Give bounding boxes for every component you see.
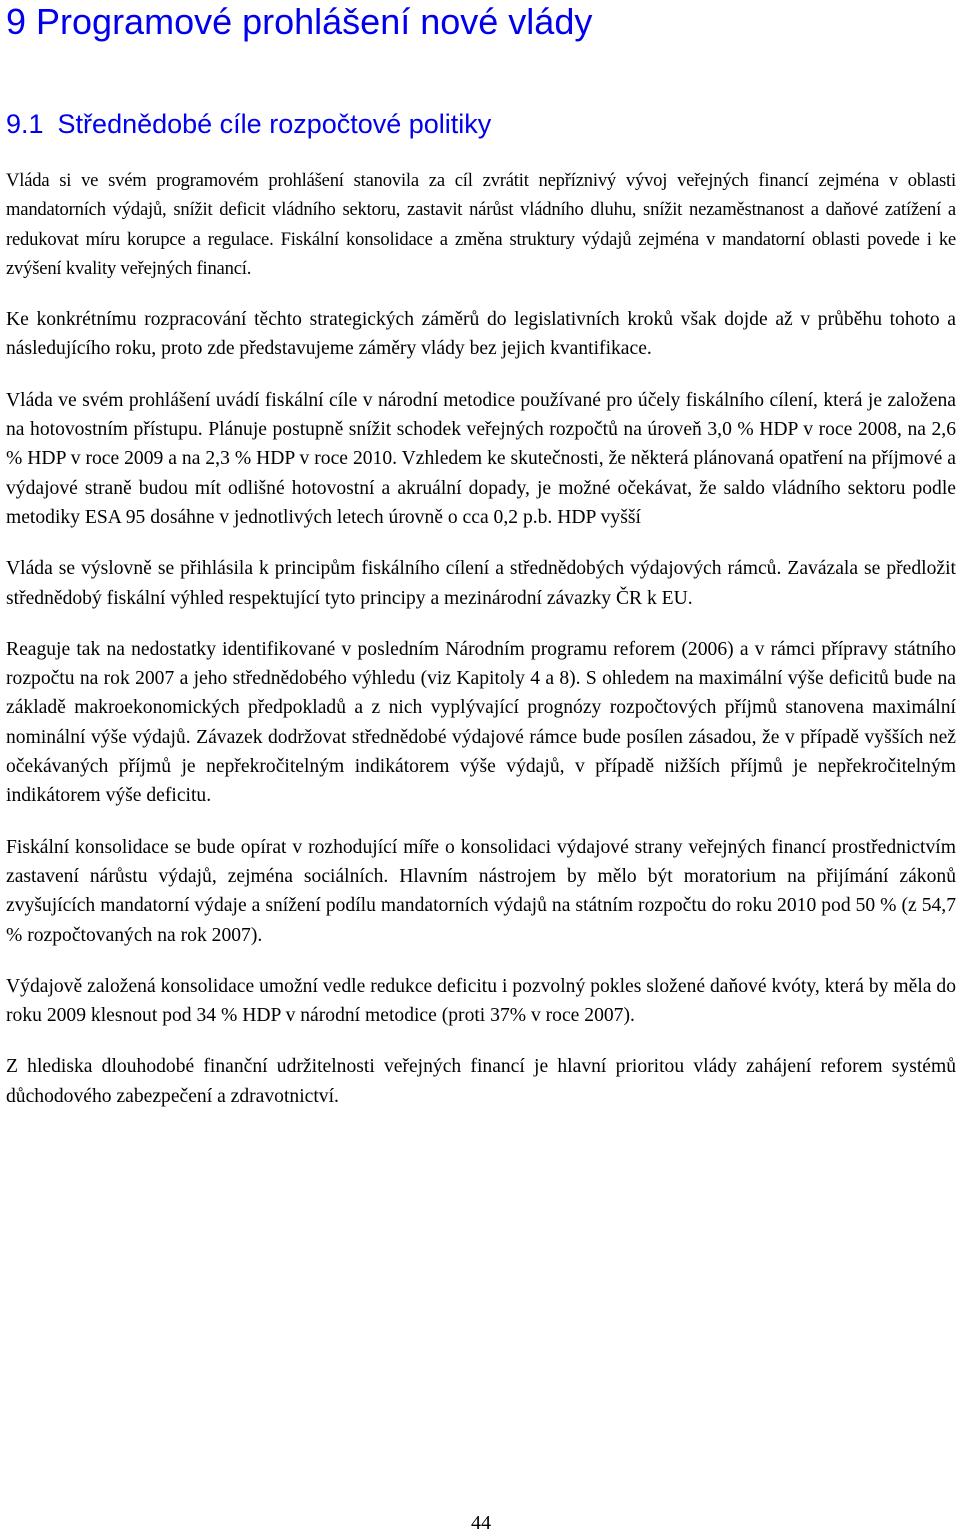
chapter-title: 9 Programové prohlášení nové vlády (6, 1, 593, 42)
paragraph-5: Reaguje tak na nedostatky identifikované v posledním Národním programu reforem (2006) a v rámci přípravy státního rozpočtu na rok 2007 a jeho střednědobého výhledu (viz Kapitoly 4 a 8). S ohledem na maximální výše deficitů bude na základě makroekonomických předpokladů a z nich vyplývající prognózy rozpočtových příjmů stanovena maximální nominální výše výdajů. Závazek dodržovat střednědobé výdajové rámce bude posílen zásadou, že v případě vyšších než očekávaných příjmů je nepřekročitelným indikátorem výše výdajů, v případě nižších příjmů je nepřekročitelným indikátorem výše deficitu. (6, 638, 956, 807)
body-text (6, 166, 956, 1133)
paragraph-3: Vláda ve svém prohlášení uvádí fiskální cíle v národní metodice používané pro účely fiskálního cílení, která je založena na hotovostním přístupu. Plánuje postupně snížit schodek veřejných rozpočtů na úroveň 3,0 % HDP v roce 2008, na 2,6 % HDP v roce 2009 a na 2,3 % HDP v roce 2010. Vzhledem ke skutečnosti, že některá plánovaná opatření na příjmové a výdajové straně budou mít odlišné hotovostní a akruální dopady, je možné očekávat, že saldo vládního sektoru podle metodiky ESA 95 dosáhne v jednotlivých letech úrovně o cca 0,2 p.b. HDP vyšší (6, 389, 956, 528)
paragraph-4: Vláda se výslovně se přihlásila k principům fiskálního cílení a střednědobých výdajových rámců. Zavázala se předložit střednědobý fiskální výhled respektující tyto principy a mezinárodní závazky ČR k EU. (6, 558, 956, 609)
paragraph-1: Vláda si ve svém programovém prohlášení stanovila za cíl zvrátit nepříznivý vývoj veřejných financí zejména v oblasti mandatorních výdajů, snížit deficit vládního sektoru, zastavit nárůst vládního dluhu, snížit nezaměstnanost a daňové zatížení a redukovat míru korupce a regulace. Fiskální konsolidace a změna struktury výdajů zejména v mandatorní oblasti povede i ke zvýšení kvality veřejných financí. (6, 170, 956, 279)
paragraph-6: Fiskální konsolidace se bude opírat v rozhodující míře o konsolidaci výdajové strany veřejných financí prostřednictvím zastavení nárůstu výdajů, zejména sociálních. Hlavním nástrojem by mělo být moratorium na přijímání zákonů zvyšujících mandatorní výdaje a snížení podílu mandatorních výdajů na státním rozpočtu do roku 2010 pod 50 % (z 54,7 % rozpočtovaných na rok 2007). (6, 836, 956, 946)
paragraph-8: Z hlediska dlouhodobé finanční udržitelnosti veřejných financí je hlavní prioritou vlády zahájení reforem systémů důchodového zabezpečení a zdravotnictví. (6, 1056, 956, 1107)
page-number: 44 (471, 1512, 491, 1534)
section-heading (6, 108, 491, 140)
paragraph-2: Ke konkrétnímu rozpracování těchto strategických záměrů do legislativních kroků však dojde až v průběhu tohoto a následujícího roku, proto zde představujeme záměry vlády bez jejich kvantifikace. (6, 309, 956, 360)
section-number: 9.1 (6, 109, 44, 139)
section-title: Střednědobé cíle rozpočtové politiky (57, 109, 492, 139)
paragraph-7: Výdajově založená konsolidace umožní vedle redukce deficitu i pozvolný pokles složené daňové kvóty, která by měla do roku 2009 klesnout pod 34 % HDP v národní metodice (proti 37% v roce 2007). (6, 975, 956, 1027)
